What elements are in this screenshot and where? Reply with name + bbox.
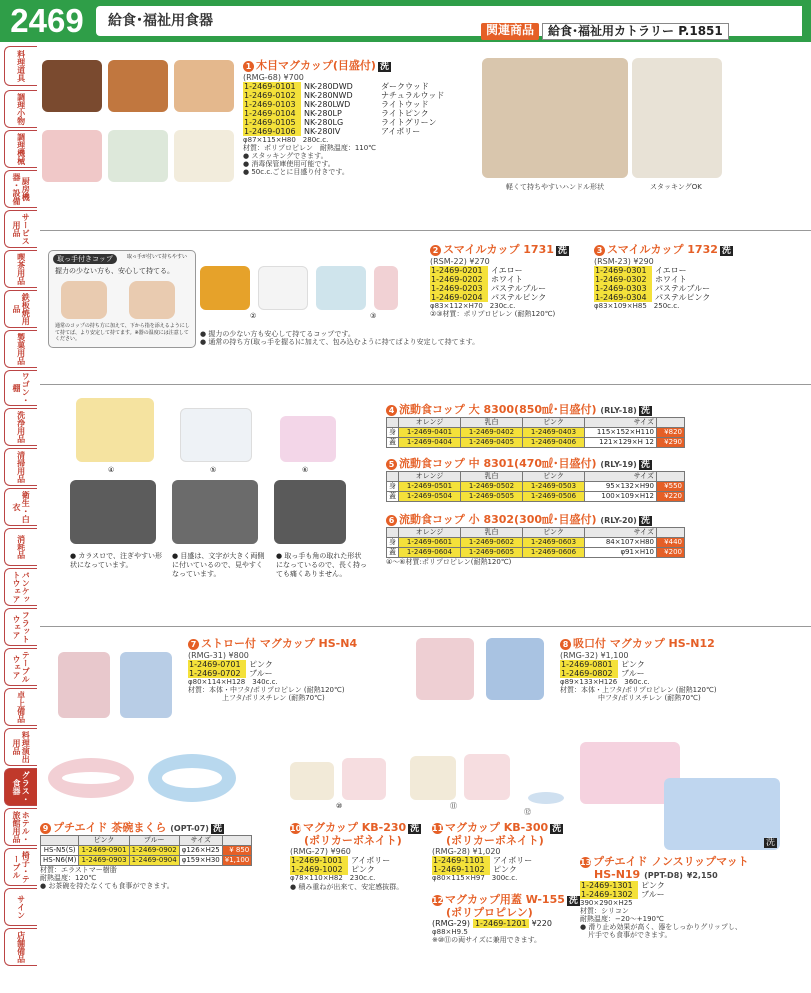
item-row [243, 118, 463, 127]
item-code: 1-2469-0801 [560, 660, 618, 669]
item-row [580, 890, 805, 899]
table-cell: 1-2469-0605 [461, 547, 523, 557]
side-tab[interactable]: 鉄板焼用品 [4, 290, 37, 328]
item-name: ピンク [641, 881, 665, 891]
item-code: 1-2469-1301 [580, 881, 638, 890]
item-row [243, 100, 463, 109]
table-cell: 1-2469-0505 [461, 491, 523, 501]
table-header: オレンジ [399, 527, 461, 537]
table-cell: 蓋 [387, 437, 399, 447]
item-name: ピンク [621, 659, 645, 669]
item-row [430, 275, 600, 284]
table-cell: 1-2469-0601 [399, 537, 461, 547]
item-name: アイボリー [351, 856, 391, 866]
item-code: 1-2469-0102 [243, 91, 301, 100]
table-cell: ¥820 [657, 427, 685, 437]
item-row [580, 881, 805, 890]
side-tab[interactable]: 卓上備品 [4, 688, 37, 726]
page-title: 給食･福祉用食器 [108, 13, 213, 29]
item-row [430, 284, 600, 293]
item-code: 1-2469-0701 [188, 660, 246, 669]
s5-table [386, 471, 685, 502]
item-row [243, 82, 463, 91]
item-model: NK-280NWD [304, 90, 353, 100]
item-code: 1-2469-1102 [432, 865, 490, 874]
side-tab[interactable]: バンケットウェア [4, 568, 37, 606]
item-name: ピンク [493, 865, 517, 875]
table-cell: 1-2469-0406 [523, 437, 585, 447]
s1-photo-stack [632, 58, 722, 178]
side-tab[interactable]: グラス・食器 [4, 768, 37, 806]
s2-callout: 取っ手付きコップ 取っ手が付いて持ちやすい 握力の少ない方も、安心して持てる。 通常のコップの持ち方に加えて、下から指を添えるようにして持てば、より安定して持てます。※器の温度には注意してください。 [48, 250, 196, 348]
item-name: パステルピンク [491, 292, 547, 302]
item-name: イエロー [655, 265, 687, 275]
item-name: ナチュラルウッド [381, 90, 445, 100]
table-cell: 1-2469-0603 [523, 537, 585, 547]
table-header [222, 835, 252, 845]
s1-caption-1: 軽くて持ちやすいハンドル形状 [506, 183, 604, 191]
s1-caption-2: スタッキングOK [650, 183, 702, 191]
side-tab[interactable]: 調理小物 [4, 90, 37, 128]
table-cell: 1-2469-0602 [461, 537, 523, 547]
side-tab[interactable]: 店舗備品 [4, 928, 37, 966]
table-header: サイズ [179, 835, 222, 845]
side-tab[interactable]: 衛生・白衣 [4, 488, 37, 526]
item-code: 1-2469-1002 [290, 865, 348, 874]
item-model: NK-280LWD [304, 99, 351, 109]
table-header [387, 417, 399, 427]
table-cell: 95×132×H90 [585, 481, 657, 491]
table-cell: 1-2469-0904 [129, 855, 179, 865]
s13-info: 13 プチエイド ノンスリップマット HS-N19 (PPT-D8) ¥2,150 1-2469-1301 ピンク 1-2469-1302 ブルー 390×290×H25 材質：シリコン 耐熱温度：−20〜+190℃ ● 滑り止め効果が高く、器をしっかりグリップし、 片手でも食事ができます。 [580, 856, 805, 940]
item-row [243, 109, 463, 118]
table-row [387, 481, 685, 491]
item-model: NK-280IV [304, 126, 341, 136]
table-header [657, 417, 685, 427]
table-cell: φ91×H10 [585, 547, 657, 557]
table-row [41, 845, 252, 855]
item-code: 1-2469-0103 [243, 100, 301, 109]
item-code: 1-2469-1001 [290, 856, 348, 865]
table-header: サイズ [585, 417, 657, 427]
table-row [387, 547, 685, 557]
item-name: ホワイト [655, 274, 687, 284]
table-header: オレンジ [399, 471, 461, 481]
table-cell: 1-2469-0401 [399, 427, 461, 437]
table-header: オレンジ [399, 417, 461, 427]
table-cell: ¥ 850 [222, 845, 252, 855]
s10-info: 10 マグカップ KB-230 洗 (ポリカーボネイト) (RMG-27) ¥960 1-2469-1001 アイボリー 1-2469-1002 ピンク φ78×110×H82 230c.c. ● 積み重ねが出来て、安定感抜群。 [290, 822, 430, 891]
item-model: NK-280DWD [304, 81, 353, 91]
item-name: ライトウッド [381, 99, 429, 109]
table-cell: 1-2469-0405 [461, 437, 523, 447]
item-code: 1-2469-0802 [560, 669, 618, 678]
table-cell: 1-2469-0502 [461, 481, 523, 491]
table-header: ピンク [523, 417, 585, 427]
item-model: NK-280LG [304, 117, 344, 127]
item-code: 1-2469-0201 [430, 266, 488, 275]
side-tab[interactable]: 消耗品 [4, 528, 37, 566]
s2-bullets: ● 握力の少ない方も安心して持てるコップです。 ● 通常の持ち方(取っ手を握る)に加えて、包み込むように持てばより安定して持てます。 [200, 330, 480, 347]
s4-info: 4 流動食コップ 大 8300(850㎖･目盛付) (RLY-18) 洗 オレンジ 乳白 ピンク サイズ 身 1-2469-0401 1-2469-0402 1-2469-0403 115×152×H110 ¥820 蓋 1-2469-0404 1-2469-0405 1-2469-0406 121×129×H 12 ¥290 [386, 404, 685, 448]
item-code: 1-2469-0702 [188, 669, 246, 678]
item-code: 1-2469-0301 [594, 266, 652, 275]
item-code: 1-2469-0303 [594, 284, 652, 293]
side-tab[interactable]: 清掃用品 [4, 448, 37, 486]
item-row [188, 669, 398, 678]
item-code: 1-2469-0203 [430, 284, 488, 293]
table-cell: 1-2469-0404 [399, 437, 461, 447]
item-name: パステルブルー [655, 283, 711, 293]
table-cell: 蓋 [387, 547, 399, 557]
item-name: ライトグリーン [381, 117, 437, 127]
table-cell: 1-2469-0506 [523, 491, 585, 501]
item-row [594, 293, 764, 302]
item-code: 1-2469-0101 [243, 82, 301, 91]
side-tab[interactable]: ホテル・旅館用品 [4, 808, 37, 846]
table-row [387, 437, 685, 447]
item-code: 1-2469-0304 [594, 293, 652, 302]
item-name: ダークウッド [381, 81, 429, 91]
item-model: NK-280LP [304, 108, 342, 118]
table-cell: 1-2469-0902 [129, 845, 179, 855]
s13-photos: 洗 [580, 742, 784, 852]
table-cell: ¥290 [657, 437, 685, 447]
s4-table [386, 417, 685, 448]
table-cell: ¥440 [657, 537, 685, 547]
item-row [243, 91, 463, 100]
table-cell: 身 [387, 481, 399, 491]
side-tab[interactable]: フラットウェア [4, 608, 37, 646]
item-row [594, 266, 764, 275]
table-cell: 115×152×H110 [585, 427, 657, 437]
page-number: 2469 [0, 0, 94, 42]
item-row [432, 865, 577, 874]
side-tab[interactable]: ワゴン・棚 [4, 370, 37, 406]
table-cell: 1-2469-0604 [399, 547, 461, 557]
table-cell: ¥1,100 [222, 855, 252, 865]
s11-info: 11 マグカップ KB-300 洗 (ポリカーボネイト) (RMG-28) ¥1,020 1-2469-1101 アイボリー 1-2469-1102 ピンク φ80×115×H97 300c.c. [432, 822, 577, 883]
table-cell: HS-N5(S) [41, 845, 79, 855]
related-products[interactable] [481, 22, 729, 40]
table-header: 乳白 [461, 527, 523, 537]
s8-info: 8 吸口付 マグカップ HS-N12 (RMG-32) ¥1,100 1-2469-0801 ピンク 1-2469-0802 ブルー φ89×133×H126 360c.c. 材質：本体・上フタ/ポリプロピレン (耐熱120℃) 中フタ/ポリスチレン (耐熱70℃) [560, 638, 790, 702]
table-cell: ¥200 [657, 547, 685, 557]
table-cell: 1-2469-0402 [461, 427, 523, 437]
table-cell: φ126×H25 [179, 845, 222, 855]
s7-info: 7 ストロー付 マグカップ HS-N4 (RMG-31) ¥800 1-2469-0701 ピンク 1-2469-0702 ブルー φ80×114×H128 340c.c. 材質：本体・中フタ/ポリプロピレン (耐熱120℃) 上フタ/ポリスチレン (耐熱70℃) [188, 638, 398, 702]
item-code: 1-2469-1302 [580, 890, 638, 899]
table-cell: 100×109×H12 [585, 491, 657, 501]
item-name: ピンク [351, 865, 375, 875]
item-row [188, 660, 398, 669]
item-name: パステルブルー [491, 283, 547, 293]
related-tag: 関連商品 [481, 23, 539, 40]
item-name: パステルピンク [655, 292, 711, 302]
table-row [41, 855, 252, 865]
item-row [290, 865, 430, 874]
table-header: サイズ [585, 471, 657, 481]
item-code: 1-2469-0204 [430, 293, 488, 302]
item-row [560, 660, 790, 669]
item-code: 1-2469-1101 [432, 856, 490, 865]
side-tab[interactable]: テーブルウェア [4, 648, 37, 686]
table-header: 乳白 [461, 471, 523, 481]
table-header: 乳白 [461, 417, 523, 427]
item-name: ブルー [641, 890, 665, 900]
side-tab[interactable]: 椅子・テーブル [4, 848, 37, 886]
side-tab[interactable]: サービス用品 [4, 210, 37, 248]
side-tab[interactable]: サイン [4, 888, 37, 926]
related-link[interactable]: 給食･福祉用カトラリー P.1851 [542, 23, 729, 40]
table-header: ピンク [79, 835, 129, 845]
s7-photos [50, 632, 180, 724]
table-cell: HS-N6(M) [41, 855, 79, 865]
item-name: ピンク [249, 659, 273, 669]
side-tab[interactable]: 喫茶用品 [4, 250, 37, 288]
item-row [243, 127, 463, 136]
table-cell: 1-2469-0606 [523, 547, 585, 557]
s10-photos: ⑩ ⑪ ⑫ [288, 752, 568, 816]
table-cell: 121×129×H 12 [585, 437, 657, 447]
s1-photo-hand [482, 58, 628, 178]
s3-info: 3 スマイルカップ 1732 洗 (RSM-23) ¥290 1-2469-0301 イエロー 1-2469-0302 ホワイト 1-2469-0303 パステルブルー 1-2469-0304 パステルピンク φ83×109×H85 250c.c. [594, 244, 764, 310]
divider [40, 230, 811, 231]
item-row [594, 275, 764, 284]
table-cell: 1-2469-0903 [79, 855, 129, 865]
table-header: ブルー [129, 835, 179, 845]
s1-photos [40, 60, 240, 190]
item-row [290, 856, 430, 865]
side-tab[interactable]: 厨房機器・設備 [4, 170, 37, 208]
s6-info: 6 流動食コップ 小 8302(300㎖･目盛付) (RLY-20) 洗 オレンジ 乳白 ピンク サイズ 身 1-2469-0601 1-2469-0602 1-2469-0603 84×107×H80 ¥440 蓋 1-2469-0604 1-2469-0605 1-2469-0606 φ91×H10 ¥200 ④〜⑥材質:ポリプロピレン(耐熱120℃) [386, 514, 685, 566]
item-name: ブルー [249, 668, 273, 678]
table-cell: 84×107×H80 [585, 537, 657, 547]
side-tab[interactable]: 製菓用品 [4, 330, 37, 368]
item-row [560, 669, 790, 678]
table-header: ピンク [523, 527, 585, 537]
side-tab[interactable]: 調理機械 [4, 130, 37, 168]
item-row [430, 266, 600, 275]
table-cell: ¥220 [657, 491, 685, 501]
table-cell: 身 [387, 427, 399, 437]
s2a-info: 2 スマイルカップ 1731 洗 (RSM-22) ¥270 1-2469-0201 イエロー 1-2469-0202 ホワイト 1-2469-0203 パステルブルー 1-2469-0204 パステルピンク φ83×112×H70 230c.c. ②③材質：ポリプロピレン (耐熱120℃) [430, 244, 600, 318]
table-header [41, 835, 79, 845]
item-row [594, 284, 764, 293]
item-name: アイボリー [493, 856, 533, 866]
s4-photos: ④ ⑤ ⑥ ● カラスロで、注ぎやすい形状になっています。 ● 目盛は、文字が大きく両側に付いているので、見やすくなっています。 ● 取っ手も角の取れた形状になっているので、長く持っても痛くありません。 [62, 396, 382, 596]
s9-table [40, 835, 252, 866]
side-tab[interactable]: 料理演出用品 [4, 728, 37, 766]
item-name: アイボリー [381, 126, 421, 136]
item-name: ブルー [621, 668, 645, 678]
side-tab[interactable]: 料理道具 [4, 46, 37, 86]
table-header: ピンク [523, 471, 585, 481]
item-code: 1-2469-0302 [594, 275, 652, 284]
s5-info: 5 流動食コップ 中 8301(470㎖･目盛付) (RLY-19) 洗 オレンジ 乳白 ピンク サイズ 身 1-2469-0501 1-2469-0502 1-2469-0503 95×132×H90 ¥550 蓋 1-2469-0504 1-2469-0505 1-2469-0506 100×109×H12 ¥220 [386, 458, 685, 502]
divider [40, 626, 811, 627]
s2-photos: ② ③ [198, 262, 398, 322]
s12-info: 12 マグカップ用蓋 W-155 洗 (ポリプロピレン) (RMG-29) 1-2469-1201 ¥220 φ88×H9.5 ※⑩⑪の両サイズに兼用できます。 [432, 893, 578, 945]
s1-info: 1 木目マグカップ(目盛付) 洗 (RMG-68) ¥700 1-2469-0101 NK-280DWD ダークウッド 1-2469-0102 NK-280NWD ナチュラルウッド 1-2469-0103 NK-280LWD ライトウッド 1-2469-0104 NK-280LP ライトピンク 1-2469-0105 NK-280LG ライトグリーン 1-2469-0106 NK-280IV アイボリー φ87×115×H80 280c.c. 材質：ポリプロピレン 耐熱温度：110℃ ● スタッキングできます。 ● 消毒保管庫使用可能です。 ● 50c.c.ごとに目盛り付きです。 [243, 60, 463, 176]
item-name: ホワイト [491, 274, 523, 284]
table-header: サイズ [585, 527, 657, 537]
table-row [387, 537, 685, 547]
s9-photos [44, 752, 240, 812]
divider [40, 384, 811, 385]
item-name: イエロー [491, 265, 523, 275]
table-header [657, 471, 685, 481]
item-name: ライトピンク [381, 108, 429, 118]
table-cell: 1-2469-0901 [79, 845, 129, 855]
table-cell: 1-2469-0503 [523, 481, 585, 491]
item-code: 1-2469-0104 [243, 109, 301, 118]
s6-table [386, 527, 685, 558]
table-header [387, 471, 399, 481]
table-row [387, 491, 685, 501]
s8-photos [412, 632, 552, 712]
item-row [432, 856, 577, 865]
s9-info: 9 プチエイド 茶碗まくら (OPT-07) 洗 ピンク ブルー サイズ HS-N5(S) 1-2469-0901 1-2469-0902 φ126×H25 ¥ 850 HS-N6(M) 1-2469-0903 1-2469-0904 φ159×H30 ¥1,100 材質：エラストマー樹脂 耐熱温度：120℃ ● お茶碗を持たなくても食事ができます。 [40, 822, 290, 890]
item-code: 1-2469-0202 [430, 275, 488, 284]
table-cell: 身 [387, 537, 399, 547]
item-code: 1-2469-0105 [243, 118, 301, 127]
table-cell: φ159×H30 [179, 855, 222, 865]
table-cell: 1-2469-0403 [523, 427, 585, 437]
item-code: 1-2469-0106 [243, 127, 301, 136]
table-header [657, 527, 685, 537]
item-row [430, 293, 600, 302]
table-row [387, 427, 685, 437]
table-header [387, 527, 399, 537]
side-tab[interactable]: 洗浄用品 [4, 408, 37, 446]
table-cell: 1-2469-0504 [399, 491, 461, 501]
table-cell: ¥550 [657, 481, 685, 491]
table-cell: 蓋 [387, 491, 399, 501]
table-cell: 1-2469-0501 [399, 481, 461, 491]
